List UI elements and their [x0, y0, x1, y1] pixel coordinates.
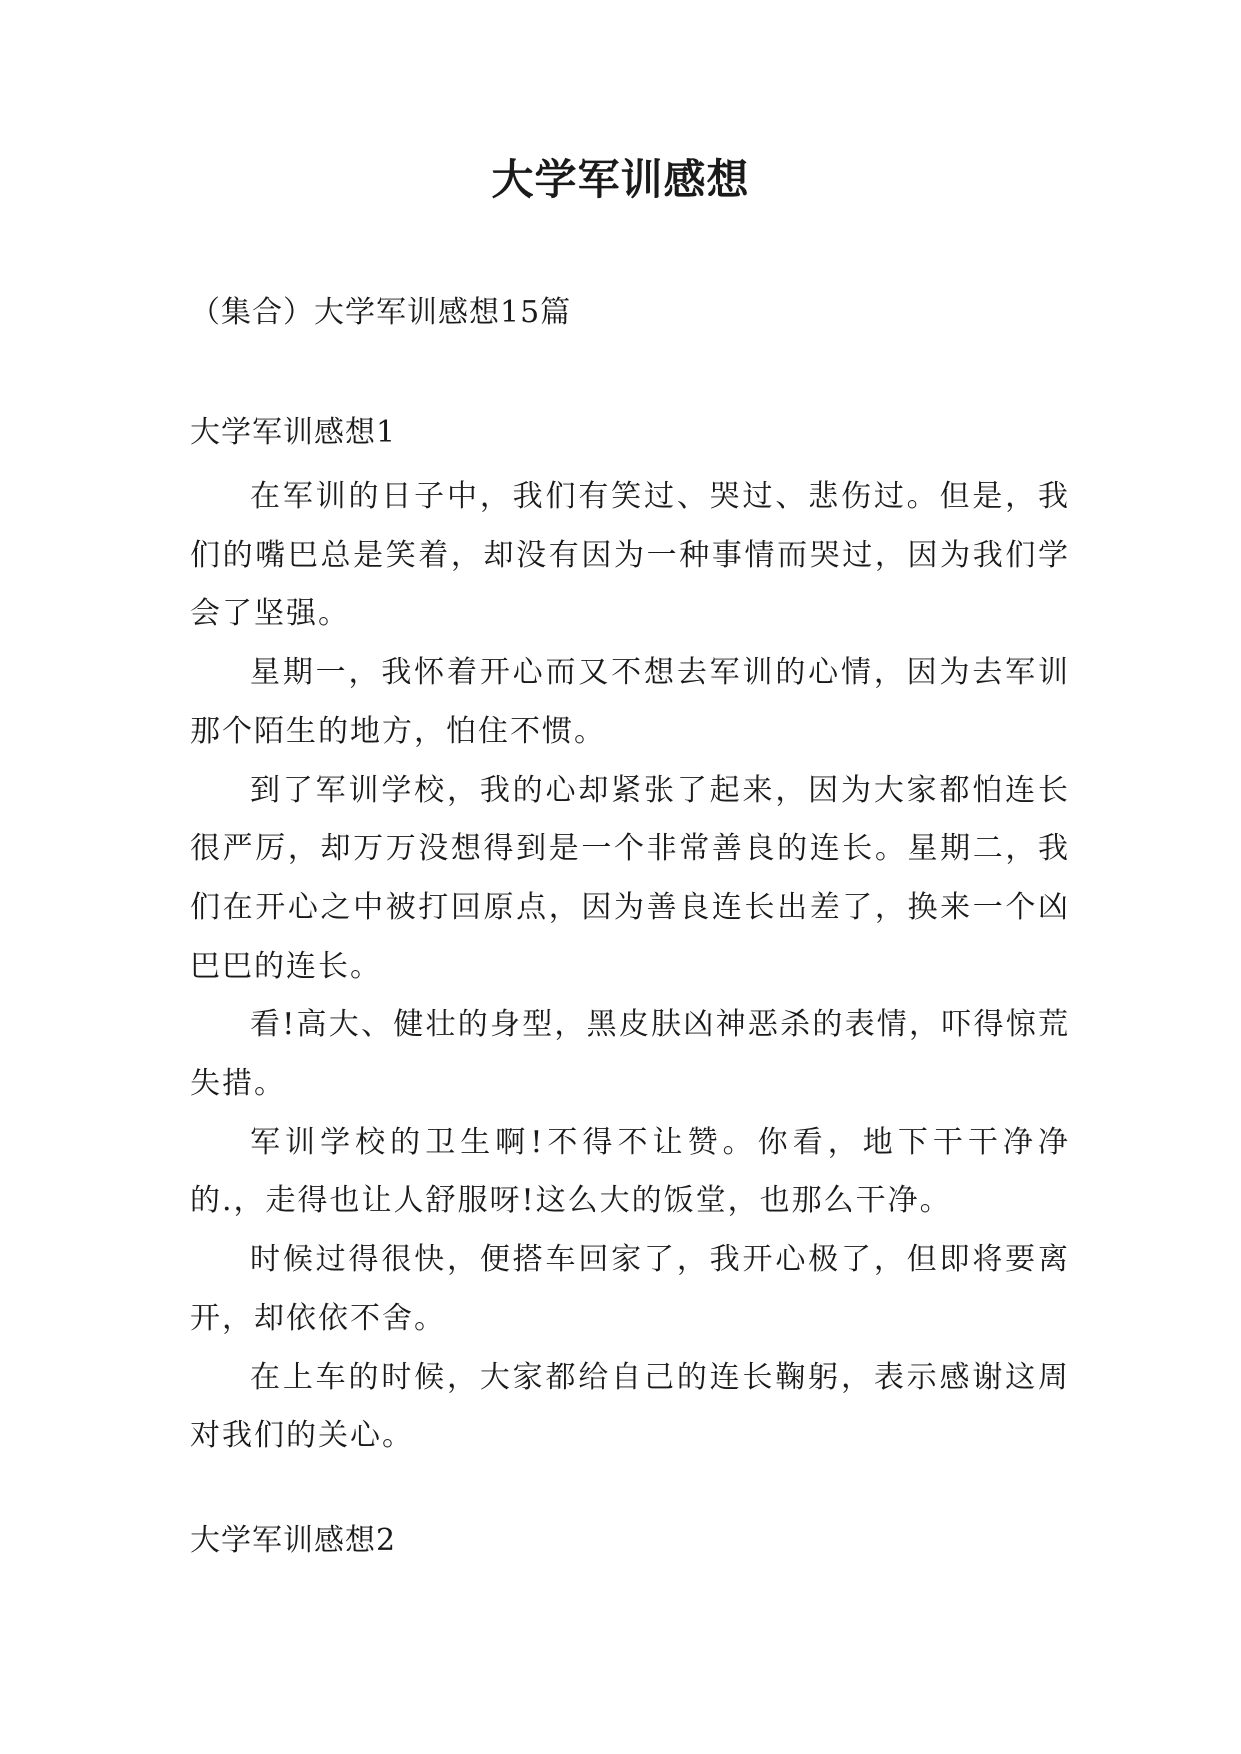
document-subtitle: （集合）大学军训感想15篇 [190, 295, 572, 330]
section-heading-2: 大学军训感想2 [190, 1523, 397, 1558]
paragraph: 星期一，我怀着开心而又不想去军训的心情，因为去军训那个陌生的地方，怕住不惯。 [190, 655, 1070, 749]
paragraph: 看!高大、健壮的身型，黑皮肤凶神恶杀的表情，吓得惊荒失措。 [190, 1007, 1070, 1102]
paragraph: 在上车的时候，大家都给自己的连长鞠躬，表示感谢这周对我们的关心。 [190, 1359, 1070, 1454]
section-heading-1: 大学军训感想1 [190, 415, 397, 450]
paragraph: 在军训的日子中，我们有笑过、哭过、悲伤过。但是，我们的嘴巴总是笑着，却没有因为一种事情而哭过，因为我们学会了坚强。 [190, 479, 1070, 632]
section-1-body [190, 468, 1070, 1466]
paragraph: 军训学校的卫生啊!不得不让赞。你看，地下干干净净的.，走得也让人舒服呀!这么大的饭堂，也那么干净。 [190, 1124, 1070, 1219]
paragraph: 到了军训学校，我的心却紧张了起来，因为大家都怕连长很严厉，却万万没想得到是一个非常善良的连长。星期二，我们在开心之中被打回原点，因为善良连长出差了，换来一个凶巴巴的连长。 [190, 772, 1070, 984]
paragraph: 时候过得很快，便搭车回家了，我开心极了，但即将要离开，却依依不舍。 [190, 1242, 1070, 1336]
document-title: 大学军训感想 [491, 155, 750, 204]
